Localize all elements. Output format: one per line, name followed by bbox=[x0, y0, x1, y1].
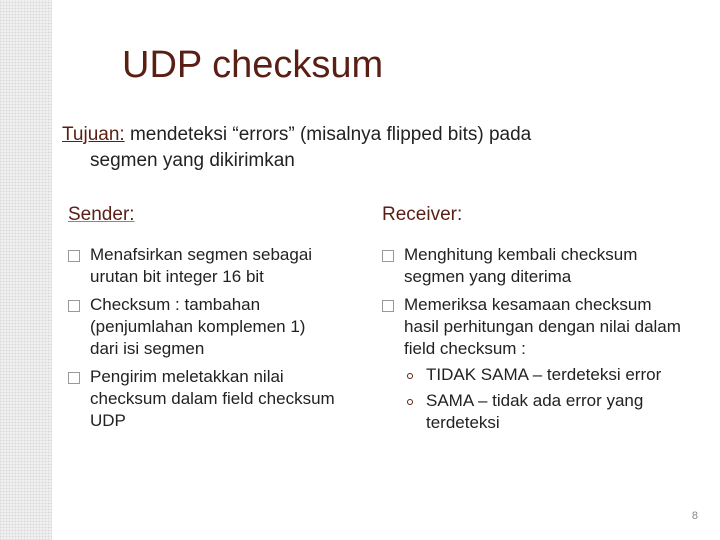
receiver-sub-list bbox=[404, 364, 682, 434]
receiver-sub-bullet bbox=[404, 390, 682, 434]
circle-bullet-icon bbox=[407, 399, 413, 405]
intro-line-1: mendeteksi “errors” (misalnya flipped bits) pada bbox=[129, 124, 532, 145]
circle-bullet-icon bbox=[407, 373, 413, 379]
bullet-box-icon bbox=[382, 300, 394, 312]
intro-label: Tujuan: bbox=[62, 124, 125, 145]
receiver-bullet-list bbox=[382, 244, 682, 434]
sender-column bbox=[68, 204, 338, 438]
sender-bullet-text: Menafsirkan segmen sebagai urutan bit integer 16 bit bbox=[90, 245, 313, 286]
receiver-bullet-text: Menghitung kembali checksum segmen yang diterima bbox=[404, 245, 638, 286]
sender-bullet bbox=[68, 366, 338, 432]
receiver-sub-bullet bbox=[404, 364, 682, 386]
receiver-column bbox=[382, 204, 682, 440]
slide-title: UDP checksum bbox=[122, 44, 384, 86]
intro-line-2: segmen yang dikirimkan bbox=[90, 150, 295, 171]
bullet-box-icon bbox=[68, 250, 80, 262]
sender-bullet-text: Pengirim meletakkan nilai checksum dalam field checksum UDP bbox=[90, 367, 335, 430]
receiver-sub-bullet-text: SAMA – tidak ada error yang terdeteksi bbox=[426, 391, 644, 432]
decorative-side-strip bbox=[0, 0, 52, 540]
bullet-box-icon bbox=[68, 300, 80, 312]
receiver-sub-bullet-text: TIDAK SAMA – terdeteksi error bbox=[426, 365, 662, 384]
intro-paragraph bbox=[62, 122, 702, 174]
bullet-box-icon bbox=[68, 372, 80, 384]
receiver-heading: Receiver: bbox=[382, 204, 463, 225]
sender-bullet bbox=[68, 244, 338, 288]
receiver-bullet-text: Memeriksa kesamaan checksum hasil perhitungan dengan nilai dalam field checksum : bbox=[404, 295, 681, 358]
sender-heading: Sender: bbox=[68, 204, 135, 225]
sender-bullet-text: Checksum : tambahan (penjumlahan komplemen 1) dari isi segmen bbox=[90, 295, 306, 358]
sender-bullet bbox=[68, 294, 338, 360]
receiver-bullet bbox=[382, 294, 682, 434]
receiver-bullet bbox=[382, 244, 682, 288]
bullet-box-icon bbox=[382, 250, 394, 262]
sender-bullet-list bbox=[68, 244, 338, 432]
page-number: 8 bbox=[691, 510, 698, 522]
